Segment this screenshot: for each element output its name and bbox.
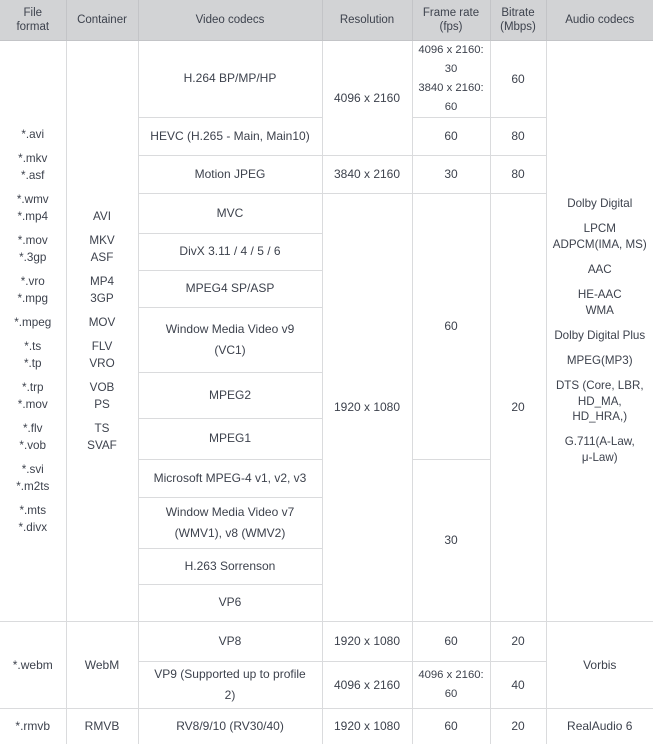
frame-rate-cell: 60: [412, 117, 490, 155]
audio-codec-item: DTS (Core, LBR,: [551, 378, 650, 393]
resolution-cell: 4096 x 2160: [322, 661, 412, 708]
video-codec-cell: Window Media Video v7 (WMV1), v8 (WMV2): [138, 497, 322, 548]
file-format-item: *.tp: [0, 357, 66, 370]
container-list: [67, 210, 138, 452]
file-format-item: *.ts: [0, 340, 66, 353]
container-cell: RMVB: [66, 708, 138, 744]
file-format-item: *.divx: [0, 521, 66, 534]
file-format-item: *.wmv: [0, 193, 66, 206]
video-codec-cell: RV8/9/10 (RV30/40): [138, 708, 322, 744]
file-format-item: *.mp4: [0, 210, 66, 223]
audio-codec-item: LPCM: [551, 221, 650, 236]
container-item: MOV: [67, 316, 138, 329]
frame-rate-line: 3840 x 2160: 60: [413, 79, 490, 117]
container-item: VOB: [67, 381, 138, 394]
container-cell: [66, 40, 138, 621]
audio-codec-item: ADPCM(IMA, MS): [551, 237, 650, 252]
audio-codec-item: μ-Law): [551, 450, 650, 465]
bitrate-cell: 80: [490, 155, 546, 193]
resolution-cell: 1920 x 1080: [322, 708, 412, 744]
video-codec-cell: VP6: [138, 584, 322, 621]
container-item: FLV: [67, 340, 138, 353]
resolution-cell: 1920 x 1080: [322, 193, 412, 621]
bitrate-cell: 20: [490, 193, 546, 621]
container-item: MKV: [67, 234, 138, 247]
frame-rate-cell: 4096 x 2160: 60: [412, 661, 490, 708]
container-item: TS: [67, 422, 138, 435]
file-format-cell: [0, 40, 66, 621]
file-format-item: *.mov: [0, 398, 66, 411]
table-row: [0, 621, 653, 661]
file-format-cell: *.webm: [0, 621, 66, 708]
file-format-item: *.asf: [0, 169, 66, 182]
file-format-item: *.avi: [0, 128, 66, 141]
file-format-item: *.vro: [0, 275, 66, 288]
video-codec-cell: H.264 BP/MP/HP: [138, 40, 322, 117]
video-codec-cell: Window Media Video v9 (VC1): [138, 307, 322, 372]
audio-codec-item: HD_MA, HD_HRA,): [551, 394, 650, 424]
bitrate-cell: 40: [490, 661, 546, 708]
container-item: 3GP: [67, 292, 138, 305]
video-codec-cell: MPEG2: [138, 372, 322, 418]
container-item: ASF: [67, 251, 138, 264]
header-frame-rate: Frame rate (fps): [412, 0, 490, 40]
file-format-cell: *.rmvb: [0, 708, 66, 744]
file-format-item: *.mts: [0, 504, 66, 517]
audio-codecs-cell: RealAudio 6: [546, 708, 653, 744]
video-codec-cell: VP8: [138, 621, 322, 661]
audio-codecs-cell: Vorbis: [546, 621, 653, 708]
header-bitrate: Bitrate (Mbps): [490, 0, 546, 40]
frame-rate-cell: 60: [412, 621, 490, 661]
container-item: AVI: [67, 210, 138, 223]
frame-rate-cell: 30: [412, 459, 490, 621]
video-codec-cell: VP9 (Supported up to profile 2): [138, 661, 322, 708]
video-codec-cell: DivX 3.11 / 4 / 5 / 6: [138, 233, 322, 270]
table-header-row: [0, 0, 653, 40]
resolution-cell: 1920 x 1080: [322, 621, 412, 661]
file-format-item: *.mov: [0, 234, 66, 247]
frame-rate-cell: 60: [412, 708, 490, 744]
file-format-item: *.mkv: [0, 152, 66, 165]
video-codec-cell: Microsoft MPEG-4 v1, v2, v3: [138, 459, 322, 497]
resolution-cell: 4096 x 2160: [322, 40, 412, 155]
file-format-item: *.vob: [0, 439, 66, 452]
table-row: [0, 708, 653, 744]
header-resolution: Resolution: [322, 0, 412, 40]
bitrate-cell: 60: [490, 40, 546, 117]
container-item: SVAF: [67, 439, 138, 452]
file-format-list: [0, 128, 66, 534]
video-codec-cell: HEVC (H.265 - Main, Main10): [138, 117, 322, 155]
video-codec-cell: Motion JPEG: [138, 155, 322, 193]
container-item: PS: [67, 398, 138, 411]
frame-rate-cell: 30: [412, 155, 490, 193]
file-format-item: *.svi: [0, 463, 66, 476]
container-item: VRO: [67, 357, 138, 370]
header-file-format: File format: [0, 0, 66, 40]
resolution-cell: 3840 x 2160: [322, 155, 412, 193]
container-item: MP4: [67, 275, 138, 288]
video-codec-cell: MVC: [138, 193, 322, 233]
file-format-item: *.m2ts: [0, 480, 66, 493]
audio-codec-item: Dolby Digital: [551, 196, 650, 211]
header-audio-codecs: Audio codecs: [546, 0, 653, 40]
frame-rate-cell: 60: [412, 193, 490, 459]
video-codec-cell: H.263 Sorrenson: [138, 548, 322, 584]
container-cell: WebM: [66, 621, 138, 708]
file-format-item: *.mpg: [0, 292, 66, 305]
video-codec-cell: MPEG4 SP/ASP: [138, 270, 322, 307]
audio-codec-item: Dolby Digital Plus: [551, 328, 650, 343]
file-format-item: *.trp: [0, 381, 66, 394]
audio-codec-item: WMA: [551, 303, 650, 318]
bitrate-cell: 80: [490, 117, 546, 155]
audio-codecs-cell: [546, 40, 653, 621]
audio-codec-list: [547, 196, 653, 465]
bitrate-cell: 20: [490, 621, 546, 661]
audio-codec-item: HE-AAC: [551, 287, 650, 302]
audio-codec-item: MPEG(MP3): [551, 353, 650, 368]
table-row: [0, 40, 653, 117]
audio-codec-item: AAC: [551, 262, 650, 277]
header-video-codecs: Video codecs: [138, 0, 322, 40]
file-format-item: *.flv: [0, 422, 66, 435]
file-format-item: *.mpeg: [0, 316, 66, 329]
frame-rate-line: 4096 x 2160: 30: [413, 41, 490, 79]
frame-rate-cell: [412, 40, 490, 117]
bitrate-cell: 20: [490, 708, 546, 744]
video-codec-cell: MPEG1: [138, 418, 322, 459]
audio-codec-item: G.711(A-Law,: [551, 434, 650, 449]
file-format-item: *.3gp: [0, 251, 66, 264]
header-container: Container: [66, 0, 138, 40]
